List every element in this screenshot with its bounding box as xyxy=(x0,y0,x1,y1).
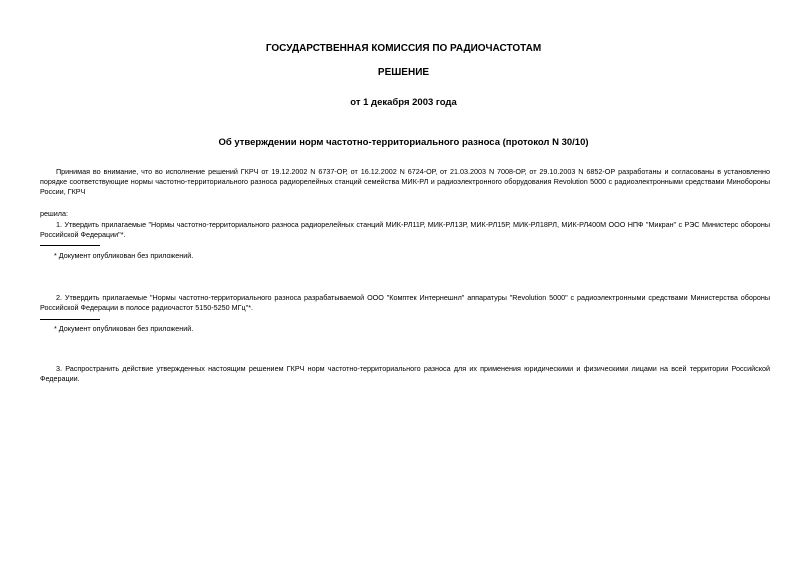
preamble-paragraph: Принимая во внимание, что во исполнение решений ГКРЧ от 19.12.2002 N 6737-ОР, от 16.12.2002 N 6724-ОР, от 21.03.2003 N 7008-ОР, от 29.10.2003 N 6852-ОР разработаны и согласованы в установленно порядке соответствующие нормы частотно-территориального разноса радиорелейных станций семейства МИК-РЛ и радиоэлектронного оборудования Revolution 5000 с радиоэлектронными средствами Минобороны России, ГКРЧ xyxy=(40,167,770,196)
document-title: Об утверждении норм частотно-территориального разноса (протокол N 30/10) xyxy=(218,137,589,148)
footnote-1: * Документ опубликован без приложений. xyxy=(54,251,194,260)
resolved-label: решила: xyxy=(40,209,68,218)
item-1-paragraph: 1. Утвердить прилагаемые "Нормы частотно-территориального разноса радиорелейных станций МИК-РЛ11Р, МИК-РЛ13Р, МИК-РЛ15Р, МИК-РЛ18РЛ, МИК-РЛ400М ООО НПФ "Микран" с РЭС Министерс обороны Российской Федерации"*. xyxy=(40,220,770,239)
document-date: от 1 декабря 2003 года xyxy=(350,97,457,108)
document-type-heading: РЕШЕНИЕ xyxy=(377,67,430,78)
footnote-divider xyxy=(40,245,100,246)
item-2-paragraph: 2. Утвердить прилагаемые "Нормы частотно-территориального разноса разрабатываемой ООО "Комптек Интернешнл" аппаратуры "Revolution 5000" с радиоэлектронными средствами Министерства обороны Российской Федерации в полосе радиочастот 5150-5250 МГц"*. xyxy=(40,293,770,312)
commission-heading: ГОСУДАРСТВЕННАЯ КОМИССИЯ ПО РАДИОЧАСТОТАМ xyxy=(265,43,542,54)
footnote-divider xyxy=(40,319,100,320)
item-3-paragraph: 3. Распространить действие утвержденных настоящим решением ГКРЧ норм частотно-территориального разноса для их применения юридическими и физическими лицами на всей территории Российской Федерации. xyxy=(40,364,770,383)
footnote-2: * Документ опубликован без приложений. xyxy=(54,324,194,333)
